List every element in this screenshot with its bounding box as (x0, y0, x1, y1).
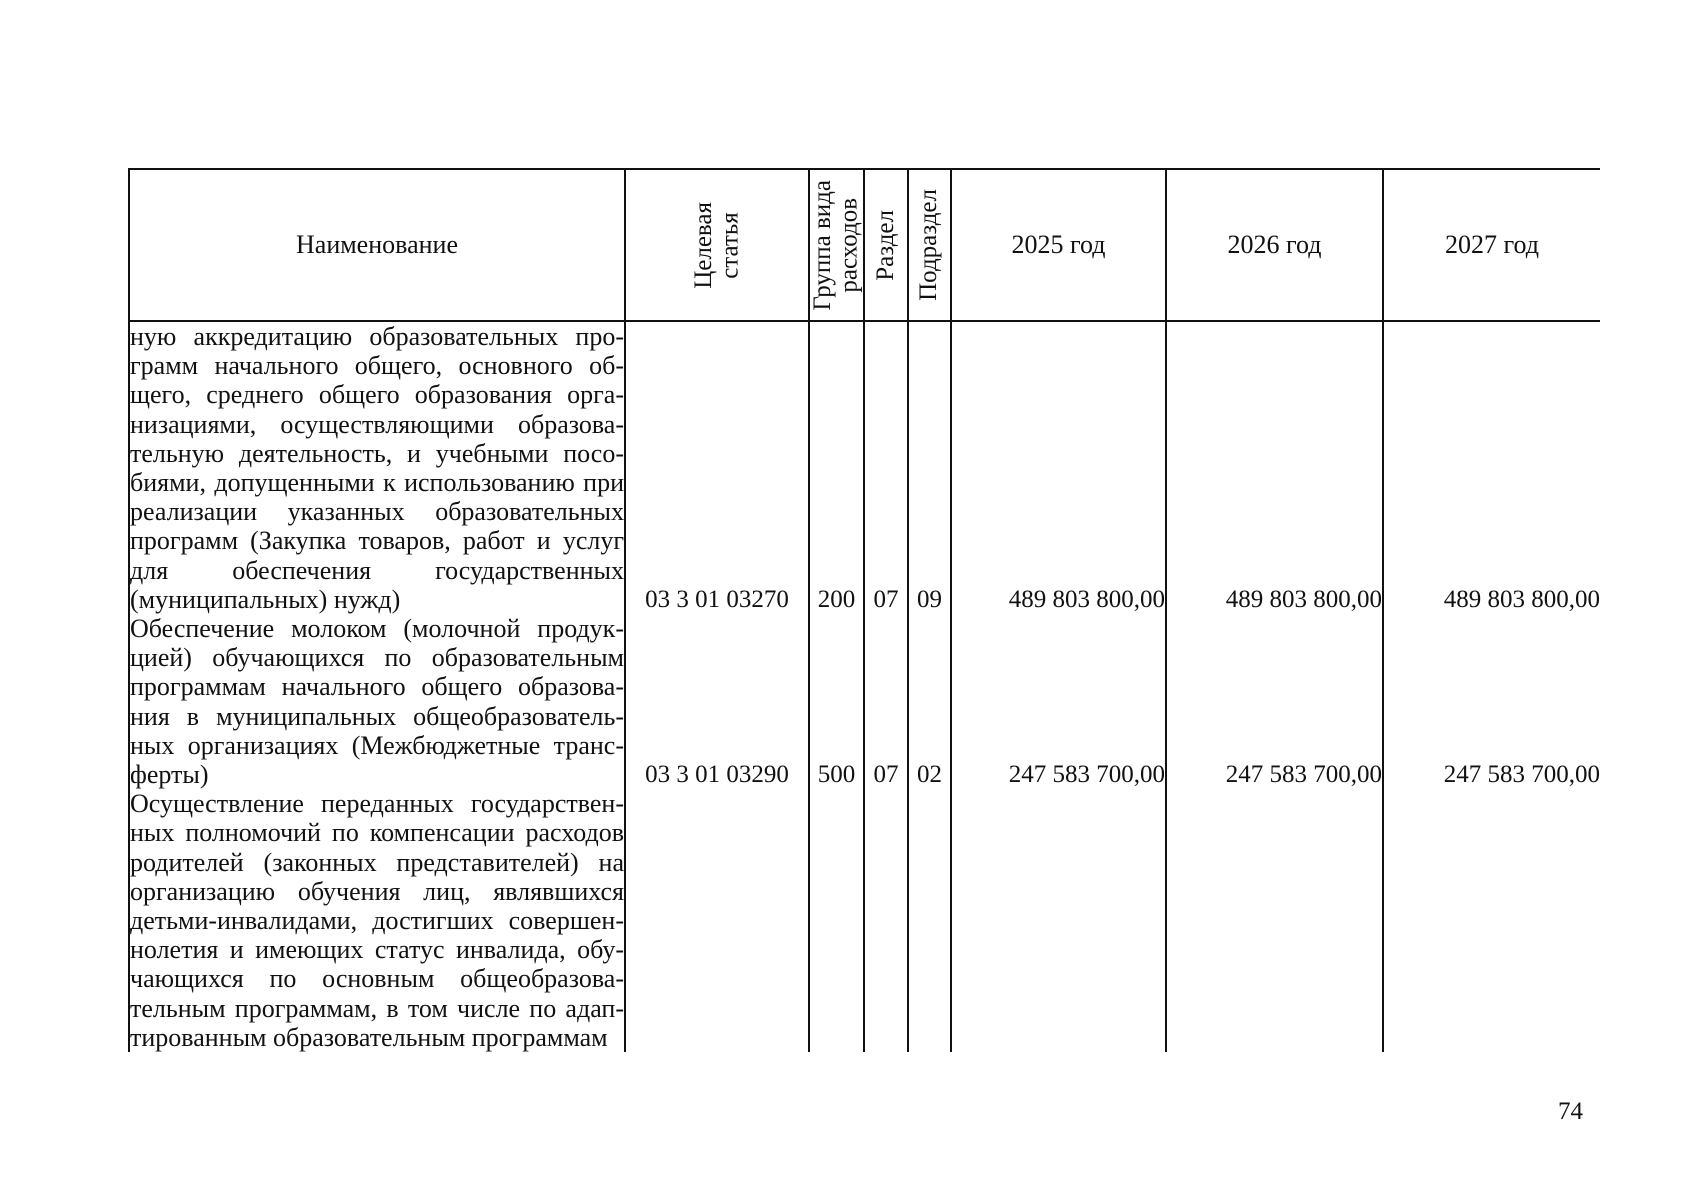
header-year-2025-label: 2025 год (1011, 230, 1106, 259)
row-expense-group-cell: 200 (809, 321, 864, 614)
header-expense-group-label: Группа вида расходов (809, 179, 863, 311)
header-name (129, 169, 625, 321)
header-year-2027 (1383, 169, 1600, 321)
row-amount-2026-cell (1166, 789, 1383, 1052)
budget-table (128, 168, 1600, 1052)
header-year-2025 (951, 169, 1166, 321)
table-header-row (129, 169, 1600, 321)
header-expense-group (809, 169, 864, 321)
table-row (129, 321, 1600, 614)
row-subsection-cell (908, 789, 951, 1052)
row-expense-group-cell: 500 (809, 614, 864, 789)
header-name-label: Наименование (296, 230, 458, 259)
row-expense-group-cell (809, 789, 864, 1052)
header-section-label: Раздел (871, 209, 899, 281)
table-row (129, 789, 1600, 1052)
table-row (129, 614, 1600, 789)
row-amount-2027-cell: 489 803 800,00 (1383, 321, 1600, 614)
header-target-article (625, 169, 809, 321)
row-amount-2025-cell: 489 803 800,00 (951, 321, 1166, 614)
budget-table-container (128, 168, 1600, 1075)
row-amount-2026-cell: 247 583 700,00 (1166, 614, 1383, 789)
row-target-article-cell: 03 3 01 03290 (625, 614, 809, 789)
row-name-cell: ную аккредитацию образовательных программ начального общего, основного общего, среднего общего образования организациями, осуществляющими образовательную деятельность, и учебными пособиями, допущенными к использованию при реализации указанных образовательных программ (Закупка товаров, работ и услуг для обеспечения государственных (муниципальных) нужд) (130, 322, 624, 614)
header-year-2026 (1166, 169, 1383, 321)
row-name-cell: Осуществление переданных государственных полномочий по компенсации расходов родителей (законных представителей) на организацию обучения лиц, являвшихся детьми-инвалидами, достигших совершеннолетия и имеющих статус инвалида, обучающихся по основным общеобразовательным программам, в том числе по адаптированным образовательным программам (130, 789, 624, 1052)
row-amount-2025-cell (951, 789, 1166, 1052)
row-section-cell: 07 (864, 321, 908, 614)
row-section-cell: 07 (864, 614, 908, 789)
header-target-article-label: Целевая статья (689, 201, 743, 289)
row-amount-2027-cell (1383, 789, 1600, 1052)
row-target-article-cell: 03 3 01 03270 (625, 321, 809, 614)
header-subsection-label: Подраздел (915, 189, 943, 301)
page-number: 74 (1558, 1098, 1583, 1125)
header-subsection (908, 169, 951, 321)
row-target-article-cell (625, 789, 809, 1052)
row-name-cell: Обеспечение молоком (молочной продукцией) обучающихся по образовательным программам начального общего образования в муниципальных общеобразовательных организациях (Межбюджетные трансферты) (130, 614, 624, 790)
row-amount-2027-cell: 247 583 700,00 (1383, 614, 1600, 789)
row-amount-2025-cell: 247 583 700,00 (951, 614, 1166, 789)
row-section-cell (864, 789, 908, 1052)
row-subsection-cell: 09 (908, 321, 951, 614)
header-year-2027-label: 2027 год (1445, 230, 1539, 259)
row-amount-2026-cell: 489 803 800,00 (1166, 321, 1383, 614)
header-year-2026-label: 2026 год (1227, 230, 1322, 259)
row-subsection-cell: 02 (908, 614, 951, 789)
header-section (864, 169, 908, 321)
